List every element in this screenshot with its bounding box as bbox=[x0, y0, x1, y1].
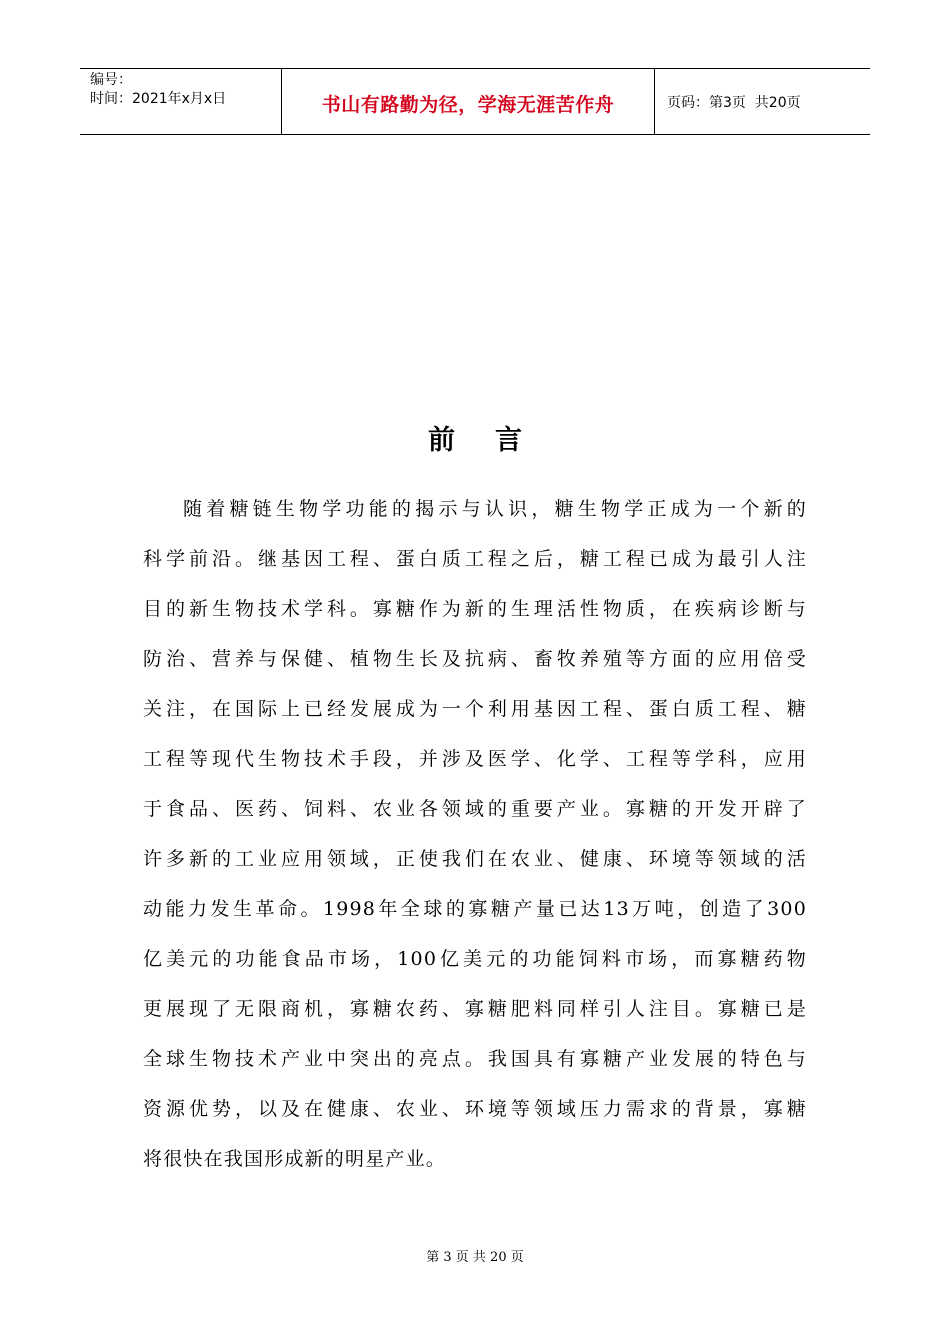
page-info: 页码：第3页 共20页 bbox=[667, 94, 801, 111]
paragraph-line: 资源优势，以及在健康、农业、环境等领域压力需求的背景，寡糖 bbox=[143, 1098, 807, 1120]
page-header bbox=[80, 68, 870, 135]
title-char-1: 前 bbox=[428, 425, 455, 456]
paragraph-line: 关注，在国际上已经发展成为一个利用基因工程、蛋白质工程、糖 bbox=[143, 698, 807, 720]
header-motto-cell bbox=[282, 69, 655, 134]
paragraph-line: 科学前沿。继基因工程、蛋白质工程之后，糖工程已成为最引人注 bbox=[143, 548, 807, 570]
document-date: 时间：2021年x月x日 bbox=[90, 91, 227, 107]
preface-paragraph bbox=[143, 489, 807, 1189]
paragraph-line: 许多新的工业应用领域，正使我们在农业、健康、环境等领域的活 bbox=[143, 848, 807, 870]
paragraph-line: 全球生物技术产业中突出的亮点。我国具有寡糖产业发展的特色与 bbox=[143, 1048, 807, 1070]
paragraph-line: 目的新生物技术学科。寡糖作为新的生理活性物质，在疾病诊断与 bbox=[143, 598, 807, 620]
paragraph-line: 将很快在我国形成新的明星产业。 bbox=[143, 1148, 447, 1170]
header-meta bbox=[80, 69, 282, 134]
document-number-label: 编号： bbox=[90, 72, 132, 88]
footer-page-number: 第 3 页 共 20 页 bbox=[426, 1250, 524, 1265]
page-title bbox=[0, 418, 950, 457]
paragraph-line: 更展现了无限商机，寡糖农药、寡糖肥料同样引人注目。寡糖已是 bbox=[143, 998, 807, 1020]
page-footer bbox=[0, 1246, 950, 1265]
paragraph-line: 工程等现代生物技术手段，并涉及医学、化学、工程等学科，应用 bbox=[143, 748, 807, 770]
title-char-2: 言 bbox=[495, 425, 522, 456]
paragraph-line: 于食品、医药、饲料、农业各领域的重要产业。寡糖的开发开辟了 bbox=[143, 798, 807, 820]
paragraph-line: 亿美元的功能食品市场，100亿美元的功能饲料市场，而寡糖药物 bbox=[143, 948, 807, 970]
motto-text: 书山有路勤为径，学海无涯苦作舟 bbox=[321, 94, 615, 116]
paragraph-line: 随着糖链生物学功能的揭示与认识，糖生物学正成为一个新的 bbox=[183, 498, 807, 520]
header-page-info-cell bbox=[655, 69, 870, 134]
paragraph-line: 动能力发生革命。1998年全球的寡糖产量已达13万吨，创造了300 bbox=[143, 898, 807, 920]
paragraph-line: 防治、营养与保健、植物生长及抗病、畜牧养殖等方面的应用倍受 bbox=[143, 648, 807, 670]
